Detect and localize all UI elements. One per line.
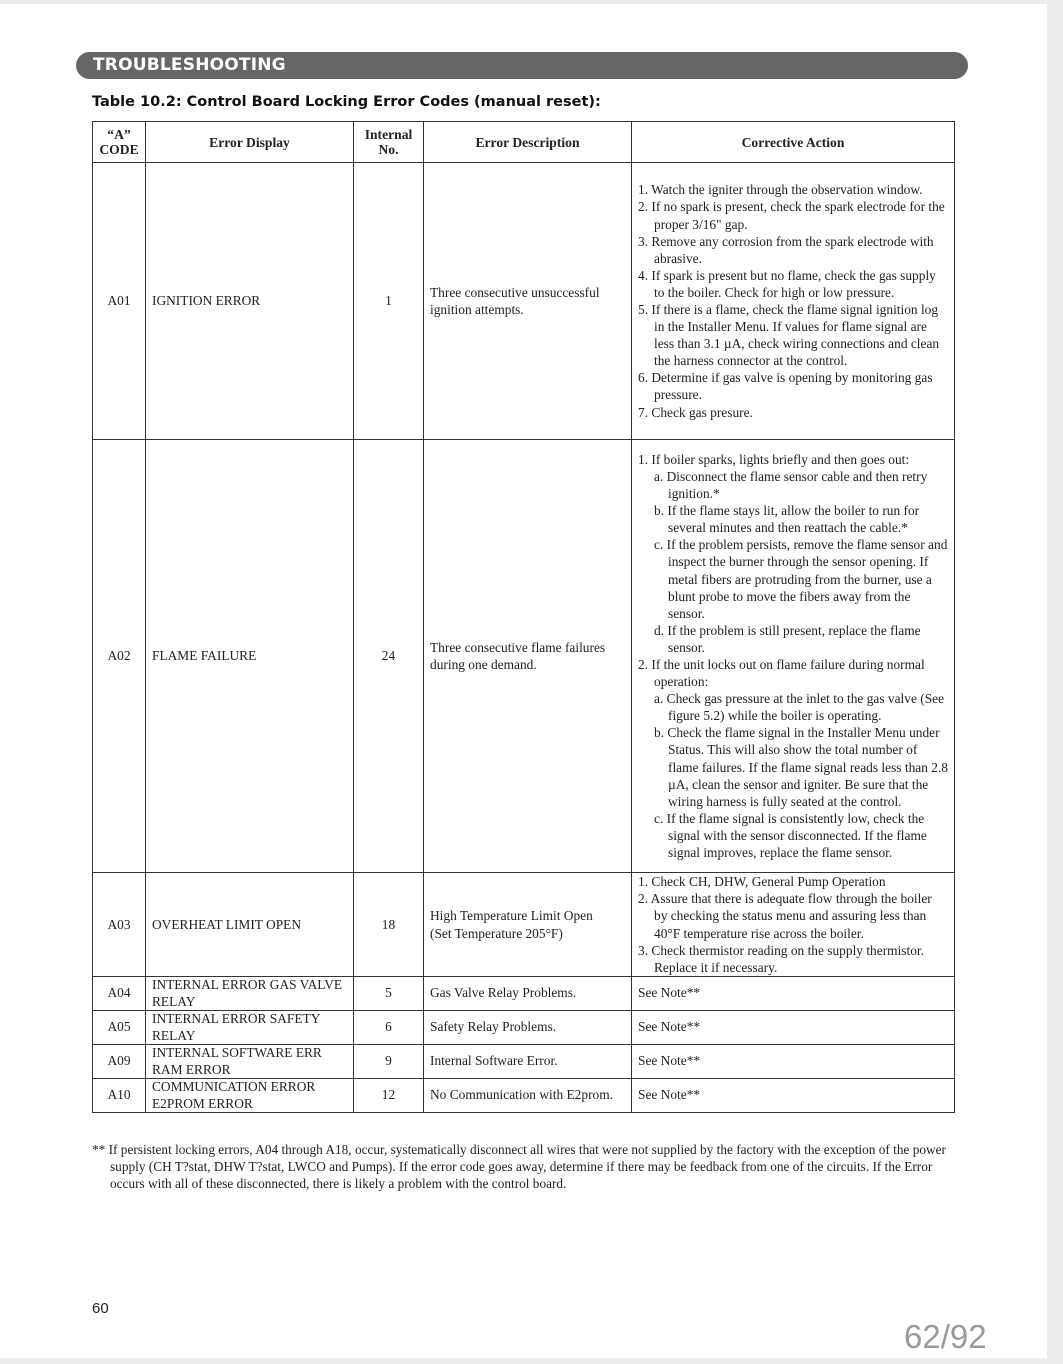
table-row <box>93 977 955 1011</box>
action-substep: c. If the problem persists, remove the flame sensor and inspect the burner through the sensor opening. If metal fibers are protruding from the burner, use a blunt probe to move the fibers away from the sensor. <box>654 537 948 621</box>
header-code: “A” CODE <box>93 122 146 163</box>
cell-error-description: Safety Relay Problems. <box>424 1011 632 1045</box>
table-caption: Table 10.2: Control Board Locking Error Codes (manual reset): <box>92 94 601 110</box>
action-substep: a. Disconnect the flame sensor cable and then retry ignition.* <box>654 468 928 502</box>
table-row <box>93 1079 955 1113</box>
cell-error-description: Gas Valve Relay Problems. <box>424 977 632 1011</box>
footnote-text: ** If persistent locking errors, A04 through A18, occur, systematically disconnect all wires that were not supplied by the factory with the exception of the power supply (CH T?stat, DHW T?stat, LWCO and Pumps). If the error code goes away, determine if there may be feedback from one of the circuits. If the Error occurs with all of these disconnected, there is likely a problem with the control board. <box>92 1142 946 1191</box>
action-step: 1. Check CH, DHW, General Pump Operation <box>638 874 886 890</box>
action-step: 3. Check thermistor reading on the supply thermistor. Replace it if necessary. <box>638 942 924 975</box>
cell-code: A04 <box>93 977 146 1011</box>
cell-error-display: INTERNAL SOFTWARE ERR RAM ERROR <box>146 1045 354 1079</box>
action-step: 5. If there is a flame, check the flame signal ignition log in the Installer Menu. If values for flame signal are less than 3.1 µA, check wiring connections and clean the harness connector at the control. <box>638 302 940 369</box>
action-substep: a. Check gas pressure at the inlet to the gas valve (See figure 5.2) while the boiler is operating. <box>654 691 945 724</box>
cell-error-description: Three consecutive unsuccessful ignition attempts. <box>424 163 632 440</box>
action-step: 3. Remove any corrosion from the spark electrode with abrasive. <box>638 233 934 266</box>
action-step: 7. Check gas presure. <box>638 404 753 420</box>
cell-code: A10 <box>93 1079 146 1113</box>
cell-error-description: High Temperature Limit Open (Set Temperature 205°F) <box>424 873 632 977</box>
action-step: 4. If spark is present but no flame, check the gas supply to the boiler. Check for high or low pressure. <box>638 267 936 300</box>
cell-code: A05 <box>93 1011 146 1045</box>
document-page <box>0 4 1047 1358</box>
cell-error-display: IGNITION ERROR <box>146 163 354 440</box>
table-row <box>93 163 955 440</box>
cell-internal-no: 1 <box>354 163 424 440</box>
action-step: 1. If boiler sparks, lights briefly and then goes out: <box>638 451 910 467</box>
table-row <box>93 1045 955 1079</box>
cell-corrective-action <box>632 440 955 873</box>
cell-error-description: Three consecutive flame failures during one demand. <box>424 440 632 873</box>
cell-error-description: Internal Software Error. <box>424 1045 632 1079</box>
cell-internal-no: 18 <box>354 873 424 977</box>
cell-code: A02 <box>93 440 146 873</box>
table-row <box>93 440 955 873</box>
cell-internal-no: 12 <box>354 1079 424 1113</box>
header-corrective-action: Corrective Action <box>632 122 955 163</box>
action-step: 6. Determine if gas valve is opening by monitoring gas pressure. <box>638 370 933 403</box>
cell-corrective-action <box>632 873 955 977</box>
cell-corrective-action: See Note** <box>632 1011 955 1045</box>
cell-error-display: COMMUNICATION ERROR E2PROM ERROR <box>146 1079 354 1113</box>
cell-internal-no: 6 <box>354 1011 424 1045</box>
action-step: 2. If the unit locks out on flame failure during normal operation: <box>638 657 925 690</box>
table-row <box>93 873 955 977</box>
header-error-display: Error Display <box>146 122 354 163</box>
cell-internal-no: 5 <box>354 977 424 1011</box>
action-substep: c. If the flame signal is consistently low, check the signal with the sensor disconnected. If the flame signal improves, replace the flame sensor. <box>654 810 927 861</box>
cell-error-display: FLAME FAILURE <box>146 440 354 873</box>
cell-code: A01 <box>93 163 146 440</box>
table-header-row <box>93 122 955 163</box>
cell-code: A03 <box>93 873 146 977</box>
cell-code: A09 <box>93 1045 146 1079</box>
cell-corrective-action <box>632 163 955 440</box>
footnote <box>92 1141 962 1192</box>
action-step: 2. If no spark is present, check the spark electrode for the proper 3/16" gap. <box>638 199 945 232</box>
cell-internal-no: 24 <box>354 440 424 873</box>
action-step: 1. Watch the igniter through the observation window. <box>638 182 923 198</box>
error-codes-table <box>92 121 955 1113</box>
section-title: TROUBLESHOOTING <box>93 55 286 75</box>
section-header-bar <box>76 52 968 79</box>
cell-error-description: No Communication with E2prom. <box>424 1079 632 1113</box>
table-row <box>93 1011 955 1045</box>
cell-corrective-action: See Note** <box>632 1079 955 1113</box>
cell-corrective-action: See Note** <box>632 977 955 1011</box>
header-error-description: Error Description <box>424 122 632 163</box>
cell-error-display: INTERNAL ERROR SAFETY RELAY <box>146 1011 354 1045</box>
cell-error-display: OVERHEAT LIMIT OPEN <box>146 873 354 977</box>
header-internal-no: Internal No. <box>354 122 424 163</box>
cell-error-display: INTERNAL ERROR GAS VALVE RELAY <box>146 977 354 1011</box>
action-step: 2. Assure that there is adequate flow through the boiler by checking the status menu and assuring less than 40°F temperature rise across the boiler. <box>638 891 932 941</box>
cell-corrective-action: See Note** <box>632 1045 955 1079</box>
action-substep: d. If the problem is still present, replace the flame sensor. <box>654 622 921 655</box>
page-number: 60 <box>92 1300 109 1317</box>
cell-internal-no: 9 <box>354 1045 424 1079</box>
action-substep: b. If the flame stays lit, allow the boiler to run for several minutes and then reattach the cable.* <box>654 503 920 536</box>
viewer-page-counter: 62/92 <box>904 1318 987 1355</box>
action-substep: b. Check the flame signal in the Installer Menu under Status. This will also show the total number of flame failures. If the flame signal reads less than 2.8 µA, clean the sensor and igniter. Be sure that the wiring harness is fully seated at the control. <box>654 725 948 809</box>
